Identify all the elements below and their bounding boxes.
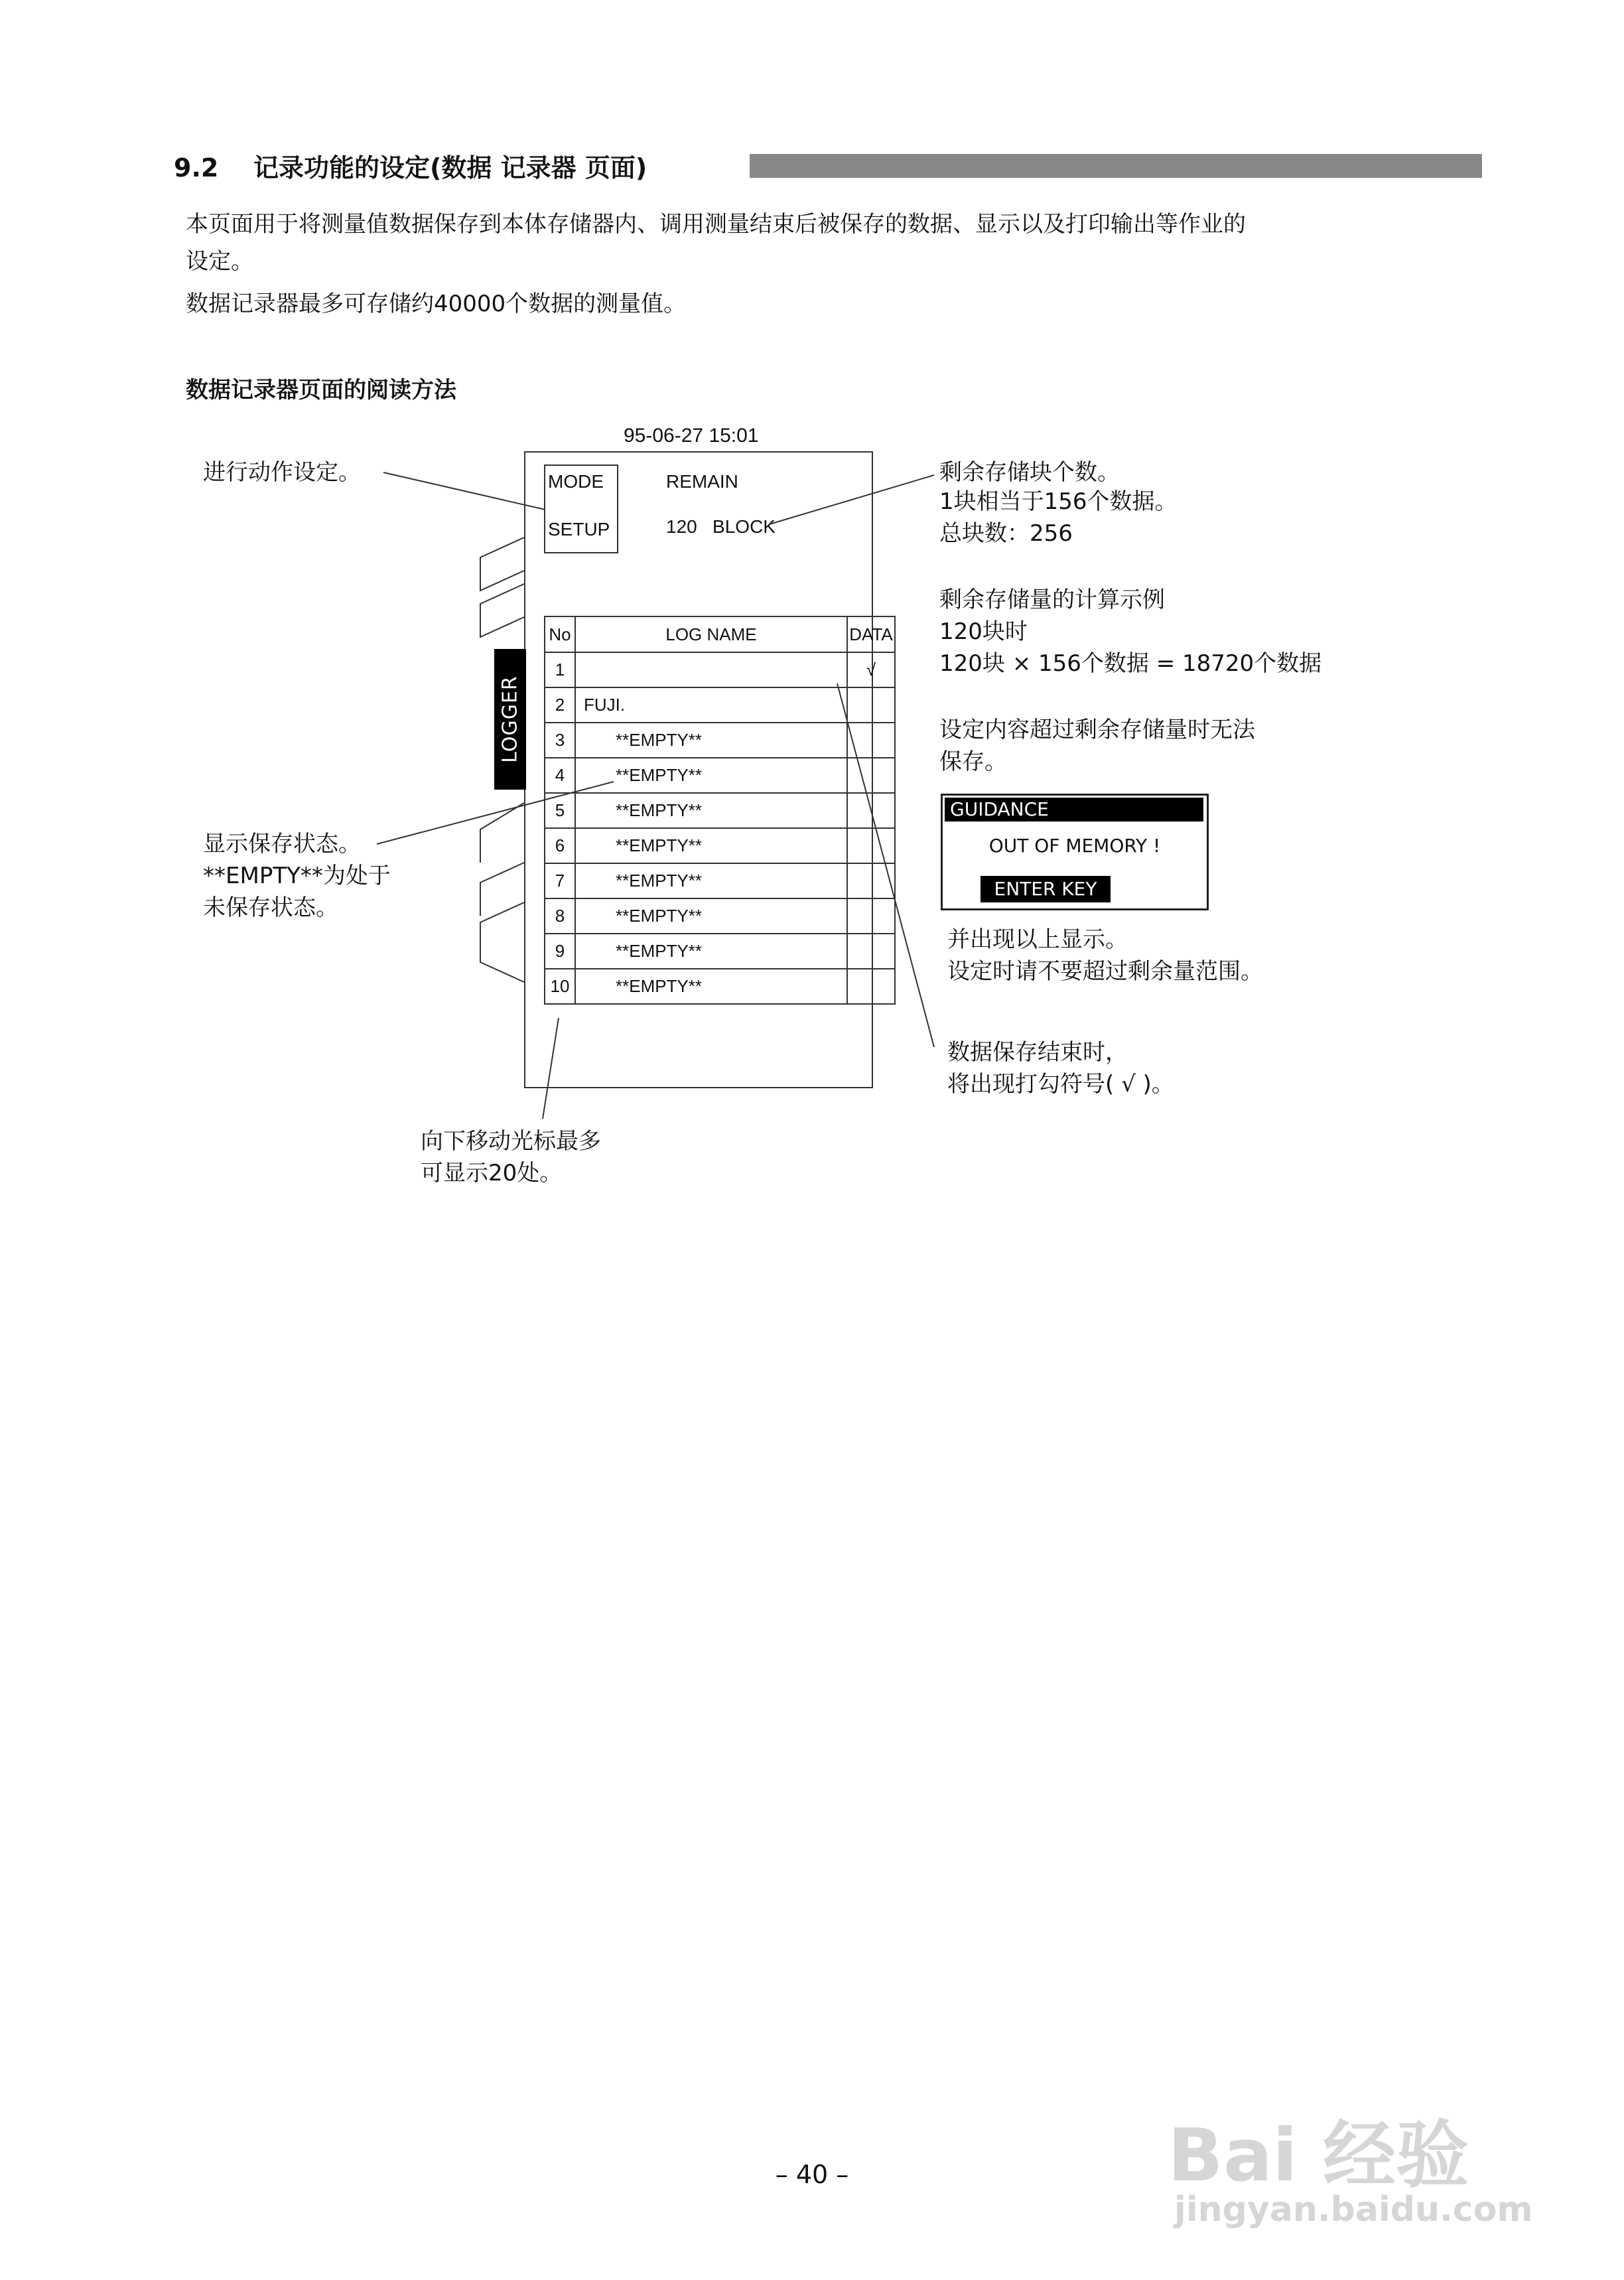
row-name: **EMPTY** xyxy=(575,723,847,758)
leader-mode xyxy=(383,472,545,510)
note-remain-2: 1块相当于156个数据。 xyxy=(939,488,1178,515)
remain-label: REMAIN xyxy=(666,471,738,492)
section-number: 9.2 xyxy=(174,153,219,182)
intro-line-3: 数据记录器最多可存储约40000个数据的测量值。 xyxy=(186,291,687,317)
mode-label: MODE xyxy=(548,471,604,492)
row-no: 2 xyxy=(545,687,575,723)
row-name: **EMPTY** xyxy=(575,758,847,793)
row-no: 6 xyxy=(545,828,575,863)
remain-value: 120 BLOCK xyxy=(666,516,776,537)
note-calc-3: 120块 × 156个数据 = 18720个数据 xyxy=(939,650,1322,677)
row-no: 1 xyxy=(545,652,575,687)
row-name: **EMPTY** xyxy=(575,863,847,898)
col-no-header: No xyxy=(545,616,575,652)
subheading: 数据记录器页面的阅读方法 xyxy=(186,377,456,403)
row-no: 9 xyxy=(545,934,575,969)
note-checkmark-2: 将出现打勾符号( √ )。 xyxy=(947,1071,1174,1098)
col-logname-header: LOG NAME xyxy=(575,616,847,652)
side-tab-outline-2 xyxy=(480,584,524,637)
note-remain-1: 剩余存储块个数。 xyxy=(939,459,1120,486)
note-cursor-2: 可显示20处。 xyxy=(421,1160,563,1186)
baidu-watermark-logo: Bai 经验 xyxy=(1168,2113,1469,2198)
leader-remain xyxy=(770,475,934,524)
enter-key-button[interactable]: ENTER KEY xyxy=(981,876,1111,902)
guidance-title: GUIDANCE xyxy=(945,798,1203,821)
side-tab-outline-5 xyxy=(480,902,524,949)
row-name: **EMPTY** xyxy=(575,898,847,934)
side-tab-outline-6 xyxy=(480,949,524,982)
screen-datetime: 95-06-27 15:01 xyxy=(624,425,759,447)
note-cursor-1: 向下移动光标最多 xyxy=(421,1128,601,1155)
row-no: 3 xyxy=(545,723,575,758)
row-name: **EMPTY** xyxy=(575,969,847,1004)
note-calc-1: 剩余存储量的计算示例 xyxy=(939,587,1165,613)
guidance-message: OUT OF MEMORY ! xyxy=(988,835,1161,857)
row-name: **EMPTY** xyxy=(575,828,847,863)
note-remain-3: 总块数：256 xyxy=(939,520,1073,547)
note-status-2: **EMPTY**为处于 xyxy=(203,863,391,889)
intro-line-2: 设定。 xyxy=(186,248,253,275)
row-name: **EMPTY** xyxy=(575,934,847,969)
note-mode: 进行动作设定。 xyxy=(203,459,361,486)
baidu-watermark-url: jingyan.baidu.com xyxy=(1174,2190,1533,2230)
note-after-guidance-1: 并出现以上显示。 xyxy=(947,926,1128,953)
side-tab-outline-1 xyxy=(480,537,524,591)
note-after-guidance-2: 设定时请不要超过剩余量范围。 xyxy=(947,958,1263,985)
row-no: 8 xyxy=(545,898,575,934)
row-no: 7 xyxy=(545,863,575,898)
note-calc-2: 120块时 xyxy=(939,618,1028,645)
row-no: 4 xyxy=(545,758,575,793)
row-data: √ xyxy=(847,652,895,687)
leader-checkmark xyxy=(837,683,934,1047)
note-status-3: 未保存状态。 xyxy=(203,894,338,921)
intro-line-1: 本页面用于将测量值数据保存到本体存储器内、调用测量结束后被保存的数据、显示以及打印输出等作业的 xyxy=(186,211,1246,238)
leader-status xyxy=(377,782,614,844)
note-exceed-2: 保存。 xyxy=(939,748,1007,775)
note-checkmark-1: 数据保存结束时， xyxy=(947,1039,1128,1066)
page-number: – 40 – xyxy=(775,2160,849,2189)
note-status-1: 显示保存状态。 xyxy=(203,831,361,857)
row-no: 5 xyxy=(545,793,575,828)
side-tab-outline-3 xyxy=(480,803,524,863)
mode-value: SETUP xyxy=(548,519,610,539)
note-exceed-1: 设定内容超过剩余存储量时无法 xyxy=(939,717,1255,743)
logger-tab-label: LOGGER xyxy=(498,676,522,763)
side-tab-outline-4 xyxy=(480,863,524,916)
row-name: **EMPTY** xyxy=(575,793,847,828)
col-data-header: DATA xyxy=(847,616,895,652)
leader-cursor xyxy=(543,1018,559,1119)
row-no: 10 xyxy=(545,969,575,1004)
row-name: FUJI. xyxy=(575,687,847,723)
section-title: 记录功能的设定(数据 记录器 页面) xyxy=(253,153,647,182)
